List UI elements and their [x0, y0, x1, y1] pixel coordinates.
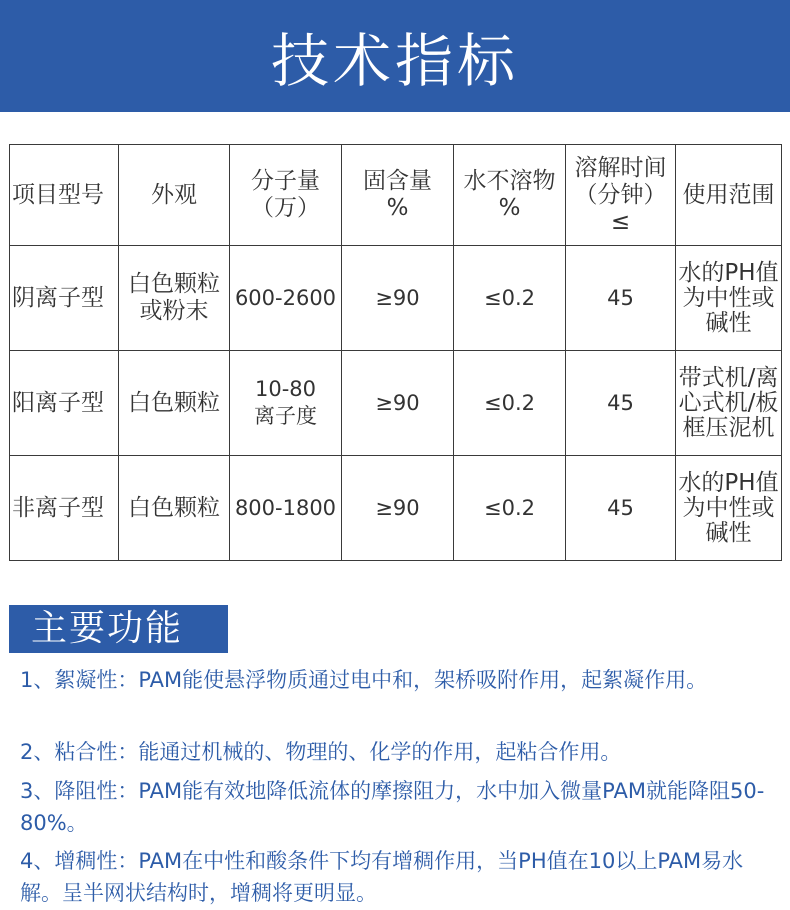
- header-model: 项目型号: [10, 145, 119, 246]
- cell-solid-content: ≥90: [342, 456, 454, 561]
- table-header-row: [10, 145, 782, 246]
- cell-model: 阳离子型: [10, 351, 119, 456]
- function-item-flocculation: 1、絮凝性：PAM能使悬浮物质通过电中和，架桥吸附作用，起絮凝作用。: [20, 668, 708, 692]
- header-solid-content: 固含量 %: [342, 145, 454, 246]
- cell-dissolve-time: 45: [566, 456, 676, 561]
- function-item-adhesion: 2、粘合性：能通过机械的、物理的、化学的作用，起粘合作用。: [20, 740, 622, 764]
- table-row: [10, 456, 782, 561]
- table-row: [10, 246, 782, 351]
- cell-appearance: 白色颗粒: [119, 351, 230, 456]
- table-row: [10, 351, 782, 456]
- title-banner: [0, 0, 790, 112]
- cell-model: 非离子型: [10, 456, 119, 561]
- cell-usage: 带式机/离 心式机/板 框压泥机: [676, 351, 782, 456]
- cell-insoluble: ≤0.2: [454, 246, 566, 351]
- header-appearance: 外观: [119, 145, 230, 246]
- cell-molecular-weight: 600-2600: [230, 246, 342, 351]
- cell-solid-content: ≥90: [342, 246, 454, 351]
- cell-appearance: 白色颗粒 或粉末: [119, 246, 230, 351]
- cell-appearance: 白色颗粒: [119, 456, 230, 561]
- header-molecular-weight: 分子量 （万）: [230, 145, 342, 246]
- cell-solid-content: ≥90: [342, 351, 454, 456]
- header-insoluble: 水不溶物 %: [454, 145, 566, 246]
- cell-model: 阴离子型: [10, 246, 119, 351]
- cell-insoluble: ≤0.2: [454, 456, 566, 561]
- function-item-drag-reduction: 3、降阻性：PAM能有效地降低流体的摩擦阻力，水中加入微量PAM就能降阻50-80%。: [20, 779, 765, 835]
- function-item-thickening: 4、增稠性：PAM在中性和酸条件下均有增稠作用，当PH值在10以上PAM易水解。呈半网状结构时，增稠将更明显。: [20, 849, 744, 905]
- page-title: 技术指标: [270, 27, 519, 95]
- cell-dissolve-time: 45: [566, 246, 676, 351]
- cell-insoluble: ≤0.2: [454, 351, 566, 456]
- header-dissolve-time: 溶解时间 （分钟）≤: [566, 145, 676, 246]
- cell-usage: 水的PH值 为中性或 碱性: [676, 456, 782, 561]
- cell-dissolve-time: 45: [566, 351, 676, 456]
- cell-molecular-weight: 800-1800: [230, 456, 342, 561]
- spec-table: [9, 144, 782, 561]
- section-underline: [9, 651, 228, 653]
- cell-usage: 水的PH值 为中性或 碱性: [676, 246, 782, 351]
- cell-molecular-weight: 10-80 离子度: [230, 351, 342, 456]
- header-usage: 使用范围: [676, 145, 782, 246]
- section-title-functions: 主要功能: [9, 605, 228, 652]
